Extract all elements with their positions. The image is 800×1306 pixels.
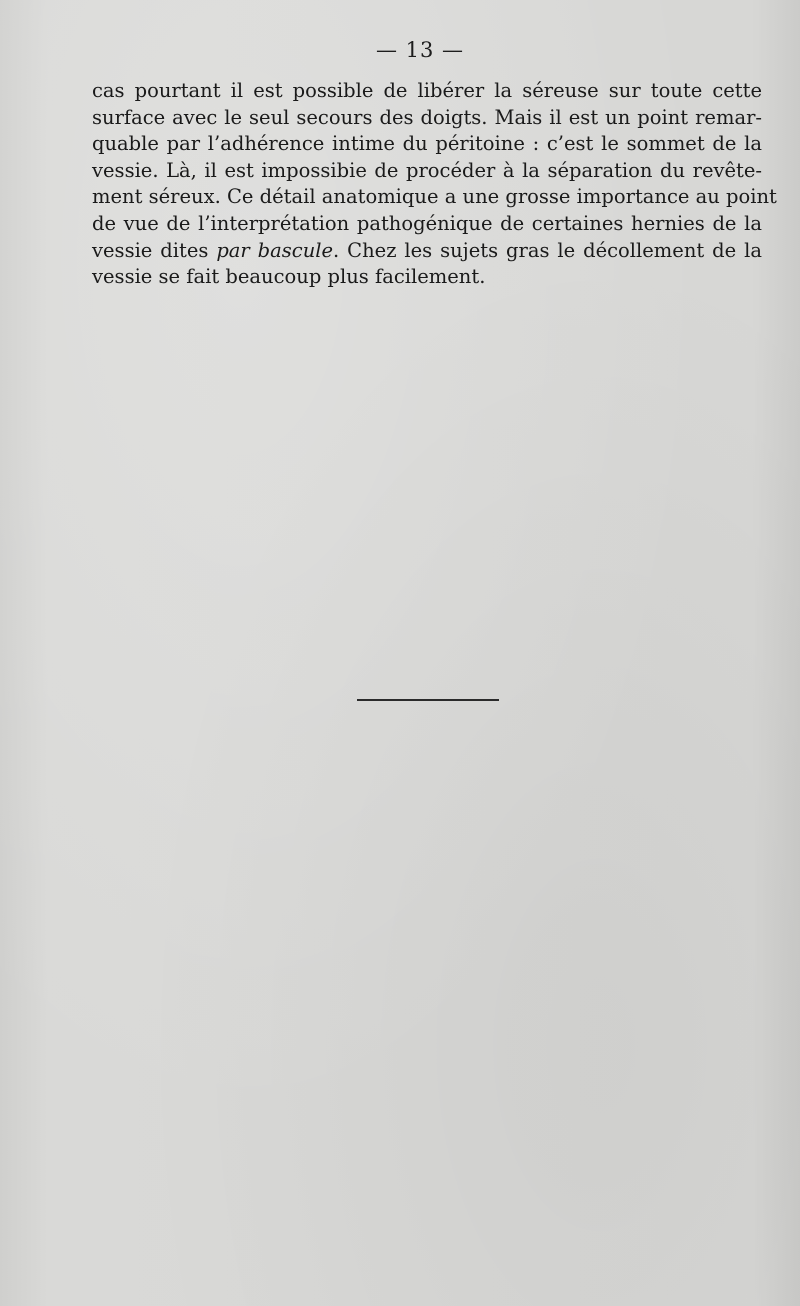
text-line-4: vessie. Là, il est impossibie de procéder à la séparation du revête- — [92, 158, 762, 182]
text-line-2: surface avec le seul secours des doigts. Mais il est un point remar- — [92, 105, 762, 129]
body-paragraph — [92, 78, 777, 291]
text-line-5: ment séreux. Ce détail anatomique a une grosse importance au point — [92, 185, 777, 209]
text-line-8: vessie se fait beaucoup plus facilement. — [92, 265, 486, 289]
section-end-rule — [357, 699, 499, 701]
italic-term: par bascule — [216, 238, 334, 262]
text-line-7 — [92, 238, 762, 265]
text-line-7-start: vessie dites — [92, 238, 217, 262]
text-line-1: cas pourtant il est possible de libérer la séreuse sur toute cette — [92, 79, 762, 102]
text-line-7-end: . Chez les sujets gras le décollement de la — [333, 238, 762, 262]
text-line-6: de vue de l’interprétation pathogénique de certaines hernies de la — [92, 211, 762, 235]
text-line-3: quable par l’adhérence intime du péritoine : c’est le sommet de la — [92, 132, 762, 156]
page-number: — 13 — — [375, 38, 465, 62]
